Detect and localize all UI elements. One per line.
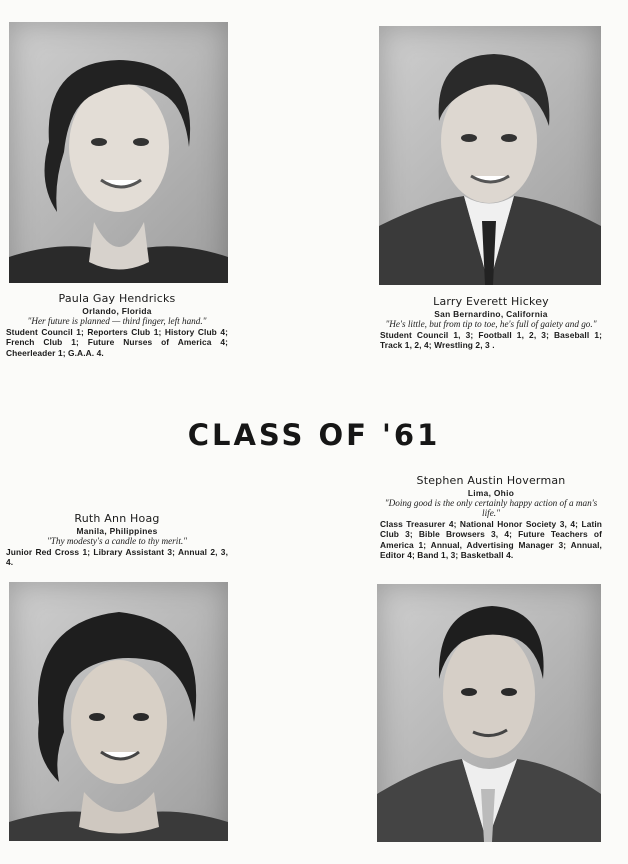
student-activities: Class Treasurer 4; National Honor Society 3, 4; Latin Club 3; Bible Browsers 3, 4; Future Teachers of America 1; Annual, Advertising Manager 3; Annual, Editor 4; Band 1, 3; Basketball 4. (380, 519, 602, 560)
entry-ruth-hoag (6, 512, 228, 568)
photo-larry-hickey (379, 26, 601, 285)
student-name: Stephen Austin Hoverman (416, 474, 566, 487)
student-activities: Student Council 1, 3; Football 1, 2, 3; Baseball 1; Track 1, 2, 4; Wrestling 2, 3 . (380, 330, 602, 351)
portrait-boy-1-icon (379, 26, 601, 285)
student-hometown: Lima, Ohio (467, 488, 515, 498)
student-hometown: Orlando, Florida (82, 306, 152, 316)
student-quote: "Her future is planned — third finger, left hand." (27, 316, 207, 327)
entry-stephen-hoverman (380, 474, 602, 560)
photo-paula-hendricks (9, 22, 228, 283)
student-quote: "Doing good is the only certainly happy action of a man's life." (384, 498, 598, 519)
photo-ruth-hoag (9, 582, 228, 841)
photo-stephen-hoverman (377, 584, 601, 842)
student-quote: "Thy modesty's a candle to thy merit." (46, 536, 188, 547)
portrait-girl-2-icon (9, 582, 228, 841)
student-hometown: San Bernardino, California (434, 309, 548, 319)
entry-larry-hickey (380, 295, 602, 351)
entry-paula-hendricks (6, 292, 228, 358)
student-name: Paula Gay Hendricks (58, 292, 176, 305)
student-hometown: Manila, Philippines (76, 526, 158, 536)
page-title: CLASS OF '61 (187, 418, 441, 452)
student-activities: Junior Red Cross 1; Library Assistant 3; Annual 2, 3, 4. (6, 547, 228, 568)
portrait-boy-2-icon (377, 584, 601, 842)
student-name: Larry Everett Hickey (433, 295, 549, 308)
student-activities: Student Council 1; Reporters Club 1; History Club 4; French Club 1; Future Nurses of America 4; Cheerleader 1; G.A.A. 4. (6, 327, 228, 358)
student-name: Ruth Ann Hoag (74, 512, 160, 525)
portrait-girl-1-icon (9, 22, 228, 283)
student-quote: "He's little, but from tip to toe, he's full of gaiety and go." (385, 319, 597, 330)
